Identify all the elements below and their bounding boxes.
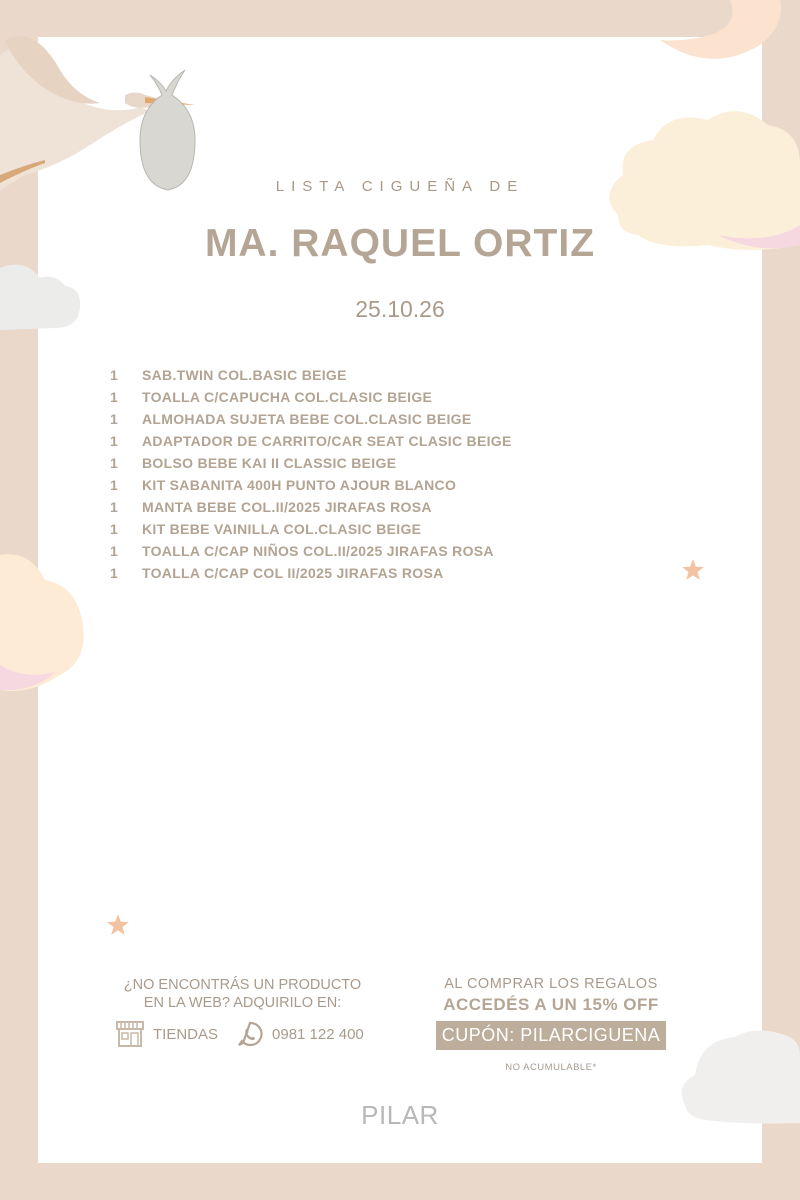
list-item [110,386,710,408]
item-name: TOALLA C/CAPUCHA COL.CLASIC BEIGE [142,389,433,405]
item-name: MANTA BEBE COL.II/2025 JIRAFAS ROSA [142,499,432,515]
recipient-name: MA. RAQUEL ORTIZ [204,222,596,265]
item-quantity: 1 [110,367,119,383]
star-icon [105,912,131,938]
gift-list [110,364,710,584]
list-item [110,540,710,562]
coupon-note: NO ACUMULABLE* [505,1062,597,1073]
coupon-badge: CUPÓN: PILARCIGUENA [436,1021,667,1050]
list-item [110,562,710,584]
item-quantity: 1 [110,411,119,427]
whatsapp-icon [236,1020,264,1048]
store-info-line: EN LA WEB? ADQUIRILO EN: [143,995,342,1011]
item-quantity: 1 [110,455,119,471]
item-quantity: 1 [110,521,119,537]
list-item [110,364,710,386]
discount-offer: ACCEDÉS A UN 15% OFF [443,995,659,1014]
phone-number: 0981 122 400 [272,1025,364,1043]
item-quantity: 1 [110,499,119,515]
store-info-line: ¿NO ENCONTRÁS UN PRODUCTO [123,977,362,993]
stores-link[interactable] [115,1020,218,1048]
item-quantity: 1 [110,565,119,581]
stork-illustration [0,15,200,200]
brand-logo: PILAR [361,1100,439,1130]
item-name: ALMOHADA SUJETA BEBE COL.CLASIC BEIGE [142,411,472,427]
contact-row [115,1020,364,1048]
discount-info [420,976,682,1073]
item-name: BOLSO BEBE KAI II CLASSIC BEIGE [142,455,397,471]
item-quantity: 1 [110,389,119,405]
store-icon [115,1020,145,1048]
list-item [110,518,710,540]
item-name: TOALLA C/CAP NIÑOS COL.II/2025 JIRAFAS ROSA [142,543,494,559]
item-name: SAB.TWIN COL.BASIC BEIGE [142,367,347,383]
event-date: 25.10.26 [355,296,445,322]
list-item [110,430,710,452]
list-item [110,474,710,496]
list-item [110,496,710,518]
item-name: TOALLA C/CAP COL II/2025 JIRAFAS ROSA [142,565,444,581]
item-quantity: 1 [110,543,119,559]
item-quantity: 1 [110,433,119,449]
list-item [110,408,710,430]
item-name: KIT SABANITA 400H PUNTO AJOUR BLANCO [142,477,457,493]
discount-line: AL COMPRAR LOS REGALOS [444,976,658,992]
store-info [110,976,375,1012]
stores-label: TIENDAS [153,1025,219,1043]
moon-icon [650,0,790,70]
list-subtitle: LISTA CIGUEÑA DE [275,178,525,195]
list-item [110,452,710,474]
item-quantity: 1 [110,477,119,493]
item-name: ADAPTADOR DE CARRITO/CAR SEAT CLASIC BEIGE [142,433,512,449]
cloud-icon [0,550,88,695]
phone-link[interactable] [236,1020,364,1048]
item-name: KIT BEBE VAINILLA COL.CLASIC BEIGE [142,521,422,537]
